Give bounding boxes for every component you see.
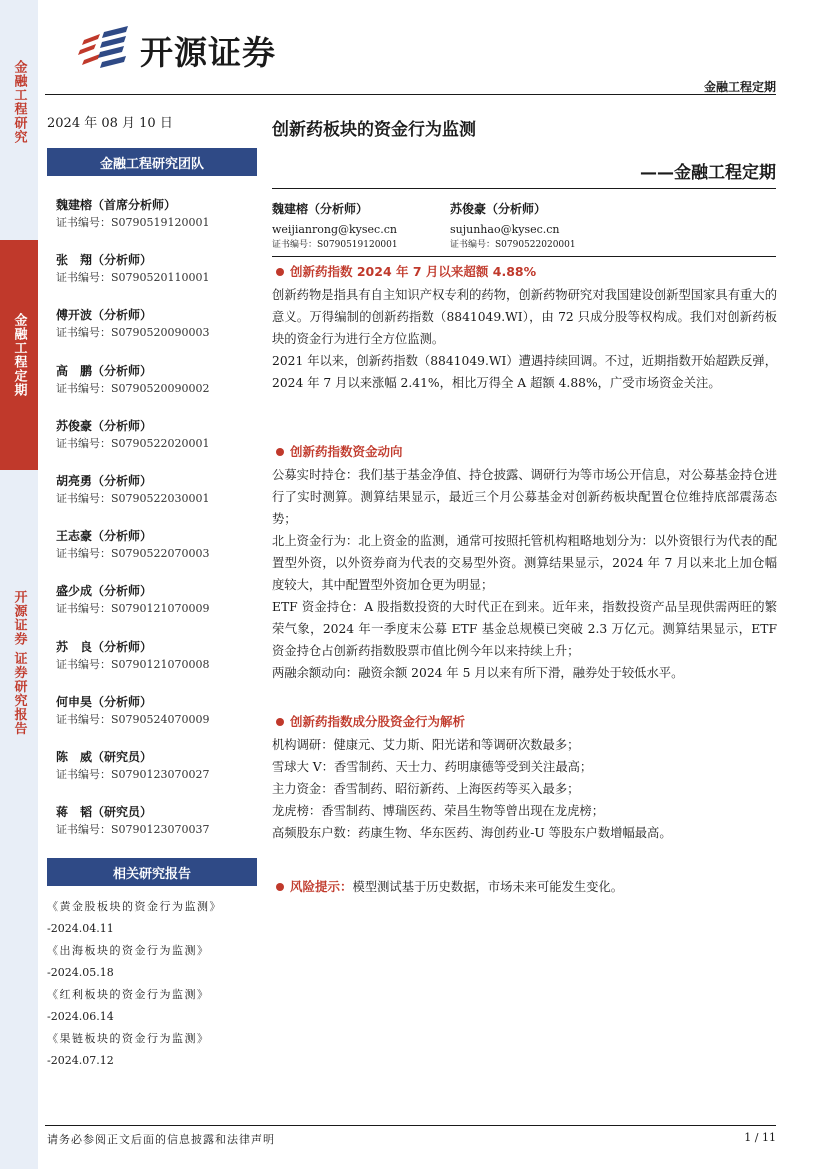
side-strip-bottom: 开源证券 证券研究报告 xyxy=(11,590,27,736)
side-strip-top: 金融工程研究 xyxy=(11,60,27,144)
author-block xyxy=(450,200,576,251)
footer-disclaimer: 请务必参阅正文后面的信息披露和法律声明 xyxy=(47,1133,275,1146)
analyst-cert: 证书编号：S0790520090003 xyxy=(56,326,210,340)
paragraph: 主力资金：香雪制药、昭衍新药、上海医药等买入最多； xyxy=(272,782,580,796)
team-title: 金融工程研究团队 xyxy=(47,148,257,176)
analyst-name: 高 鹏（分析师） xyxy=(56,363,153,378)
analyst-name: 苏 良（分析师） xyxy=(56,639,153,654)
analyst-cert: 证书编号：S0790520090002 xyxy=(56,381,210,395)
author-cert: 证书编号：S0790522020001 xyxy=(450,240,576,250)
header-divider xyxy=(45,94,776,95)
related-report-item[interactable] xyxy=(47,1028,257,1072)
author-name: 魏建榕（分析师） xyxy=(272,202,369,216)
related-reports-list xyxy=(47,896,257,1072)
risk-warning xyxy=(272,876,777,898)
report-subtitle: ——金融工程定期 xyxy=(640,163,776,183)
logo-mark-icon xyxy=(76,26,138,74)
analyst-item xyxy=(56,803,256,858)
analyst-item xyxy=(56,527,256,582)
analyst-name: 盛少成（分析师） xyxy=(56,584,153,599)
header-tag: 金融工程定期 xyxy=(703,80,776,94)
footer-divider xyxy=(45,1125,776,1126)
risk-text: 模型测试基于历史数据，市场未来可能发生变化。 xyxy=(352,880,624,894)
related-report-title[interactable]: 《黄金股板块的资金行为监测》 xyxy=(47,900,222,913)
side-strip-middle: 金融工程定期 xyxy=(0,240,38,470)
analyst-item xyxy=(56,196,256,251)
bullet-icon xyxy=(276,268,284,276)
analyst-cert: 证书编号：S0790520110001 xyxy=(56,271,210,285)
related-report-title[interactable]: 《红利板块的资金行为监测》 xyxy=(47,988,210,1001)
bullet-icon xyxy=(276,883,284,891)
section-heading: 创新药指数资金动向 xyxy=(272,442,777,462)
section-heading: 创新药指数 2024 年 7 月以来超额 4.88% xyxy=(272,262,777,282)
bullet-icon xyxy=(276,718,284,726)
paragraph: 机构调研：健康元、艾力斯、阳光诺和等调研次数最多； xyxy=(272,738,580,752)
bullet-icon xyxy=(276,448,284,456)
section-heading: 创新药指数成分股资金行为解析 xyxy=(272,712,777,732)
side-strip xyxy=(0,0,38,1169)
author-email[interactable]: sujunhao@kysec.cn xyxy=(450,223,560,236)
analyst-cert: 证书编号：S0790123070037 xyxy=(56,823,210,837)
analyst-item xyxy=(56,472,256,527)
analyst-name: 魏建榕（首席分析师） xyxy=(56,198,177,212)
paragraph: 创新药物是指具有自主知识产权专利的药物，创新药物研究对我国建设创新型国家具有重大的意义。万得编制的创新药指数（8841049.WI），由 72 只成分股等权构成。我们对创新药板块的资金行为进行全方位监测。 xyxy=(272,288,777,346)
analyst-name: 陈 威（研究员） xyxy=(56,749,153,764)
related-report-date: -2024.06.14 xyxy=(47,1010,114,1023)
report-date: 2024 年 08 月 10 日 xyxy=(47,116,173,131)
analyst-item xyxy=(56,582,256,637)
section-index-performance xyxy=(272,262,777,394)
analyst-cert: 证书编号：S0790524070009 xyxy=(56,712,210,726)
related-report-date: -2024.04.11 xyxy=(47,922,114,935)
author-cert: 证书编号：S0790519120001 xyxy=(272,240,398,250)
author-divider-bottom xyxy=(272,256,776,257)
analyst-item xyxy=(56,417,256,472)
related-report-title[interactable]: 《出海板块的资金行为监测》 xyxy=(47,944,210,957)
analyst-item xyxy=(56,693,256,748)
analyst-item xyxy=(56,748,256,803)
analyst-cert: 证书编号：S0790522030001 xyxy=(56,491,210,505)
analyst-item xyxy=(56,306,256,361)
author-name: 苏俊豪（分析师） xyxy=(450,202,547,216)
related-reports-title: 相关研究报告 xyxy=(47,858,257,886)
report-title: 创新药板块的资金行为监测 xyxy=(272,120,476,140)
logo-text: 开源证券 xyxy=(140,32,276,72)
analyst-name: 何申昊（分析师） xyxy=(56,694,153,709)
related-report-item[interactable] xyxy=(47,940,257,984)
author-divider-top xyxy=(272,188,776,189)
analyst-name: 王志豪（分析师） xyxy=(56,529,153,544)
paragraph: ETF 资金持仓：A 股指数投资的大时代正在到来。近年来，指数投资产品呈现供需两旺的繁荣气象，2024 年一季度末公募 ETF 基金总规模已突破 2.3 万亿元。测算结果显示，ETF 资金持仓占创新药指数股票市值比例今年以来持续上升； xyxy=(272,600,777,658)
paragraph: 雪球大 V：香雪制药、天士力、药明康德等受到关注最高； xyxy=(272,760,593,774)
paragraph: 北上资金行为：北上资金的监测，通常可按照托管机构粗略地划分为：以外资银行为代表的配置型外资，以外资券商为代表的交易型外资。测算结果显示，2024 年 7 月以来北上加仓幅度较大，其中配置型外资加仓更为明显； xyxy=(272,534,777,592)
analyst-cert: 证书编号：S0790121070009 xyxy=(56,602,210,616)
related-report-date: -2024.07.12 xyxy=(47,1054,114,1067)
risk-label: 风险提示： xyxy=(290,879,353,894)
analyst-name: 蒋 韬（研究员） xyxy=(56,805,153,820)
section-constituent-analysis xyxy=(272,712,777,844)
analyst-item xyxy=(56,251,256,306)
analyst-name: 苏俊豪（分析师） xyxy=(56,418,153,433)
page-number: 1 / 11 xyxy=(744,1131,776,1144)
paragraph: 公募实时持仓：我们基于基金净值、持仓披露、调研行为等市场公开信息，对公募基金持仓进行了实时测算。测算结果显示，最近三个月公募基金对创新药板块配置仓位维持底部震荡态势； xyxy=(272,468,777,526)
analyst-cert: 证书编号：S0790522020001 xyxy=(56,436,210,450)
analyst-list xyxy=(56,196,256,858)
author-email[interactable]: weijianrong@kysec.cn xyxy=(272,223,397,236)
author-block xyxy=(272,200,398,251)
analyst-cert: 证书编号：S0790522070003 xyxy=(56,547,210,561)
analyst-cert: 证书编号：S0790123070027 xyxy=(56,767,210,781)
paragraph: 龙虎榜：香雪制药、博瑞医药、荣昌生物等曾出现在龙虎榜； xyxy=(272,804,605,818)
company-logo xyxy=(76,26,312,74)
paragraph: 两融余额动向：融资余额 2024 年 5 月以来有所下滑，融券处于较低水平。 xyxy=(272,666,684,680)
related-report-item[interactable] xyxy=(47,896,257,940)
section-risk xyxy=(272,876,777,898)
analyst-cert: 证书编号：S0790519120001 xyxy=(56,216,210,229)
analyst-item xyxy=(56,362,256,417)
analyst-item xyxy=(56,638,256,693)
related-report-date: -2024.05.18 xyxy=(47,966,114,979)
analyst-name: 胡亮勇（分析师） xyxy=(56,473,153,488)
paragraph: 高频股东户数：药康生物、华东医药、海创药业-U 等股东户数增幅最高。 xyxy=(272,826,672,840)
analyst-cert: 证书编号：S0790121070008 xyxy=(56,657,210,671)
related-report-title[interactable]: 《果链板块的资金行为监测》 xyxy=(47,1032,210,1045)
analyst-name: 傅开波（分析师） xyxy=(56,308,153,323)
related-report-item[interactable] xyxy=(47,984,257,1028)
paragraph: 2021 年以来，创新药指数（8841049.WI）遭遇持续回调。不过，近期指数开始超跌反弹，2024 年 7 月以来涨幅 2.41%，相比万得全 A 超额 4.88%，广受市场资金关注。 xyxy=(272,354,777,390)
section-fund-flows xyxy=(272,442,777,684)
analyst-name: 张 翔（分析师） xyxy=(56,253,153,268)
